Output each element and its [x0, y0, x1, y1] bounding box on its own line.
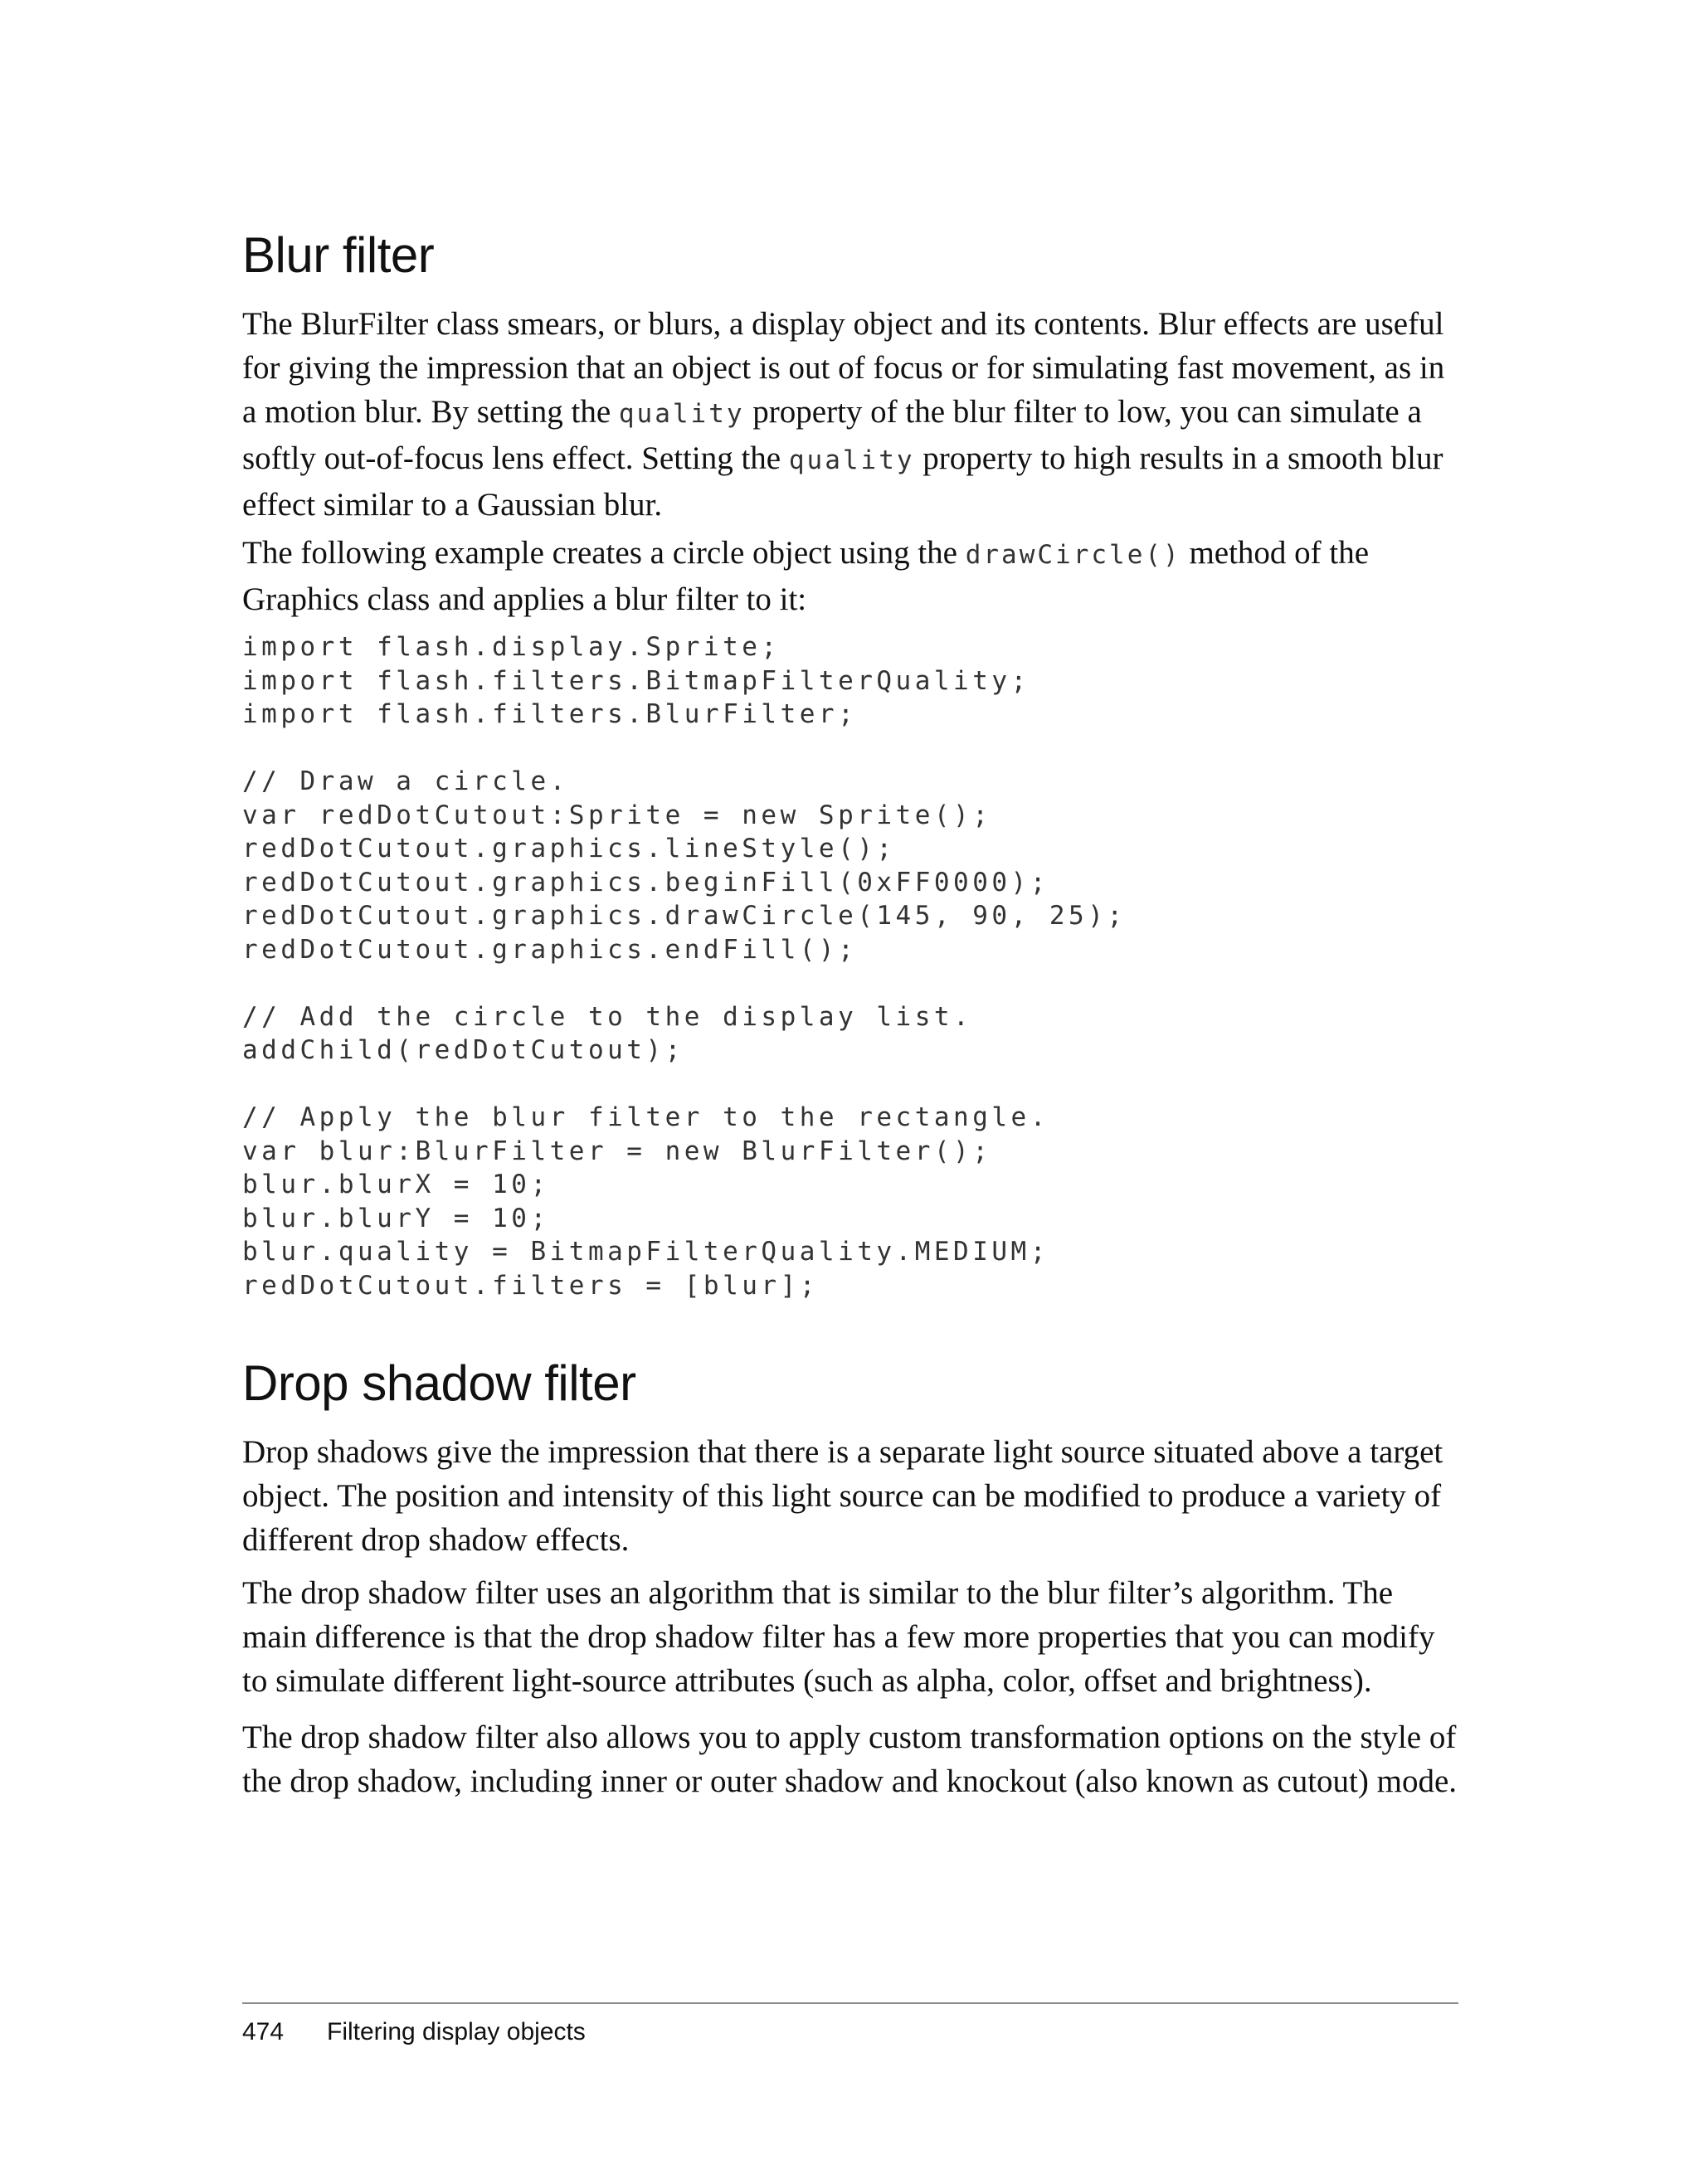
footer-divider	[242, 2002, 1458, 2004]
section-heading-drop-shadow-filter: Drop shadow filter	[242, 1355, 636, 1411]
inline-code-quality: quality	[618, 399, 745, 429]
code-line: blur.quality = BitmapFilterQuality.MEDIUM;	[242, 1237, 1049, 1267]
code-line: // Add the circle to the display list.	[242, 1001, 973, 1032]
paragraph-text: The drop shadow filter uses an algorithm that is similar to the blur filter’s algorithm. The main difference is that the drop shadow filter has a few more properties that you can modify to simulate different light-source attributes (such as alpha, color, offset and brightness).	[242, 1575, 1435, 1699]
paragraph-text: Drop shadows give the impression that there is a separate light source situated above a target object. The position and intensity of this light source can be modified to produce a variety of different drop shadow effects.	[242, 1434, 1443, 1558]
code-line: redDotCutout.graphics.endFill();	[242, 934, 858, 965]
code-line: blur.blurX = 10;	[242, 1170, 550, 1199]
code-line: import flash.filters.BlurFilter;	[242, 699, 858, 729]
code-block-blur-example	[242, 630, 1458, 1302]
page-footer	[242, 2017, 586, 2047]
code-line: redDotCutout.graphics.lineStyle();	[242, 834, 896, 863]
paragraph-text: method of the Graphics class and applies a blur filter to it:	[242, 535, 1370, 617]
inline-code-drawcircle: drawCircle()	[965, 540, 1181, 570]
code-line: // Draw a circle.	[242, 766, 569, 796]
paragraph-blur-intro	[242, 302, 1458, 527]
document-page	[242, 0, 1458, 2184]
code-line	[242, 732, 1458, 766]
code-line	[242, 966, 1458, 1000]
code-line: redDotCutout.graphics.drawCircle(145, 90, 25);	[242, 901, 1127, 931]
paragraph-text: The following example creates a circle object using the	[242, 535, 966, 571]
inline-code-quality: quality	[788, 445, 915, 475]
paragraph-text: property of the blur filter to low, you can simulate a softly out-of-focus lens effect. Setting the	[242, 394, 1422, 476]
section-heading-blur-filter: Blur filter	[242, 227, 435, 283]
code-line: var blur:BlurFilter = new BlurFilter();	[242, 1136, 992, 1166]
paragraph-text: The BlurFilter class smears, or blurs, a display object and its contents. Blur effects are useful for giving the impression that an object is out of focus or for simulating fast movement, as in a motion blur. By setting the	[242, 306, 1445, 430]
code-line: redDotCutout.graphics.beginFill(0xFF0000);	[242, 867, 1049, 897]
page-number: 474	[242, 2018, 285, 2045]
paragraph-text: The drop shadow filter also allows you to apply custom transformation options on the style of the drop shadow, including inner or outer shadow and knockout (also known as cutout) mode.	[242, 1719, 1458, 1799]
paragraph-drop-shadow-options	[242, 1715, 1458, 1803]
paragraph-blur-example	[242, 531, 1458, 621]
paragraph-drop-shadow-algorithm	[242, 1571, 1458, 1703]
code-line: var redDotCutout:Sprite = new Sprite();	[242, 800, 992, 830]
paragraph-text: property to high results in a smooth blur effect similar to a Gaussian blur.	[242, 440, 1443, 523]
code-line: blur.blurY = 10;	[242, 1203, 550, 1233]
code-line: import flash.filters.BitmapFilterQuality;	[242, 665, 1030, 696]
code-line	[242, 1068, 1458, 1102]
chapter-title: Filtering display objects	[327, 2018, 586, 2045]
paragraph-drop-shadow-intro	[242, 1430, 1458, 1562]
code-line: import flash.display.Sprite;	[242, 632, 781, 662]
code-line: addChild(redDotCutout);	[242, 1035, 684, 1065]
code-line: // Apply the blur filter to the rectangle.	[242, 1102, 1049, 1132]
code-line: redDotCutout.filters = [blur];	[242, 1270, 819, 1301]
